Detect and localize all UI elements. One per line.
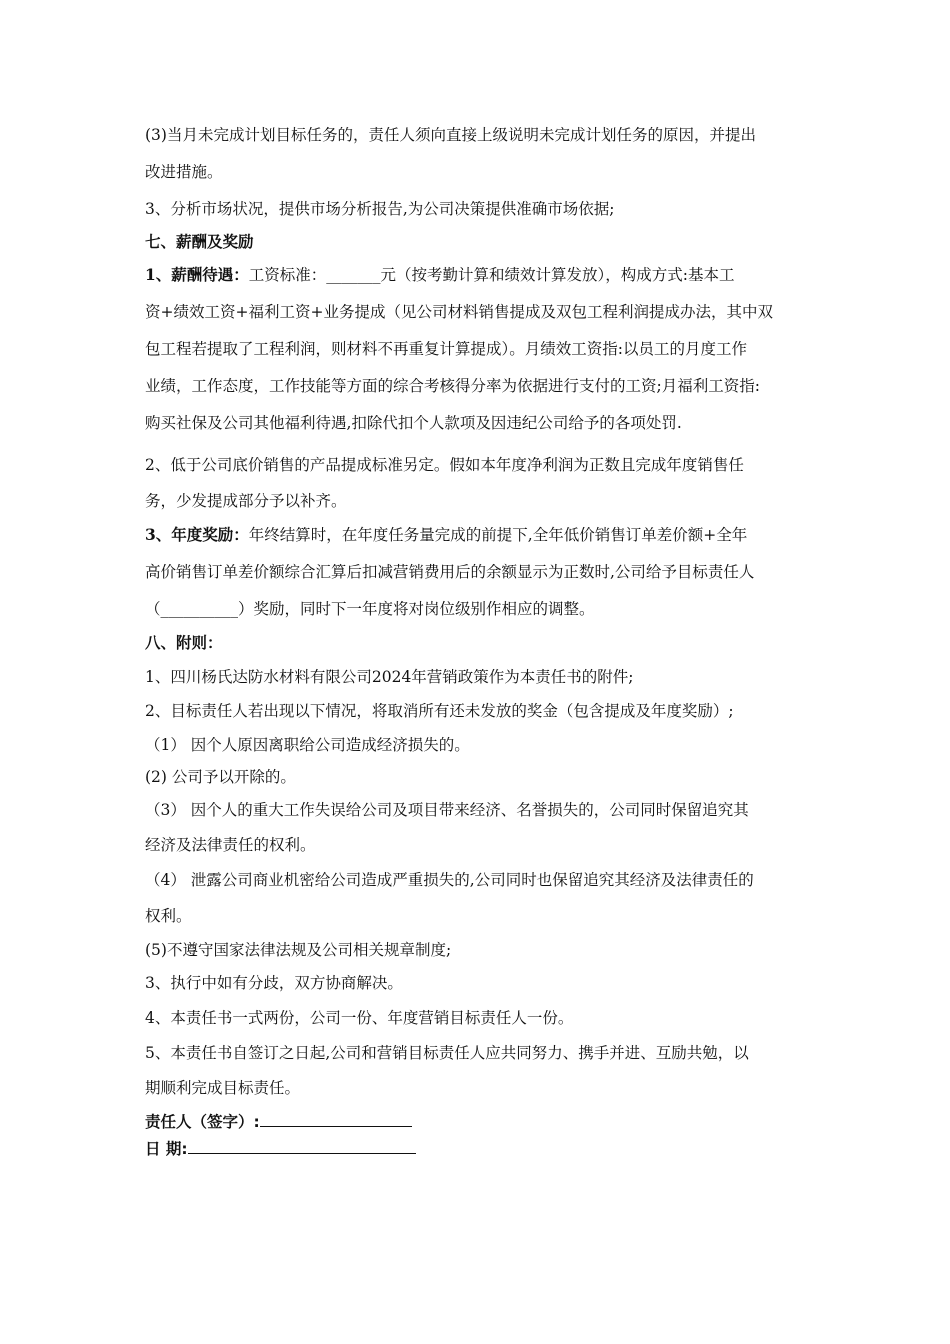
paragraph-line: （__________）奖励，同时下一年度将对岗位级别作相应的调整。 [145, 600, 595, 618]
paragraph-line: （4） 泄露公司商业机密给公司造成严重损失的,公司同时也保留追究其经济及法律责任的 [145, 871, 754, 889]
paragraph-line: 权利。 [145, 907, 192, 925]
paragraph-line: 3、年度奖励：年终结算时，在年度任务量完成的前提下,全年低价销售订单差价额+全年 [145, 525, 748, 544]
paragraph-line: (2) 公司予以开除的。 [145, 768, 296, 786]
date-label: 日 期: [145, 1140, 188, 1158]
section-heading: 七、薪酬及奖励 [145, 232, 254, 251]
paragraph-line: 资+绩效工资+福利工资+业务提成（见公司材料销售提成及双包工程利润提成办法，其中双 [145, 303, 773, 321]
paragraph-line: 1、薪酬待遇：工资标准：_______元（按考勤计算和绩效计算发放），构成方式:基本工 [145, 265, 735, 284]
signature-blank[interactable] [260, 1110, 412, 1127]
date-blank[interactable] [188, 1137, 416, 1154]
paragraph-line: 3、执行中如有分歧，双方协商解决。 [145, 974, 403, 992]
paragraph-line: 包工程若提取了工程利润，则材料不再重复计算提成）。月绩效工资指:以员工的月度工作 [145, 340, 747, 358]
paragraph-line: 经济及法律责任的权利。 [145, 836, 316, 854]
paragraph-line: 3、分析市场状况，提供市场分析报告,为公司决策提供准确市场依据; [145, 200, 615, 218]
paragraph-line: 高价销售订单差价额综合汇算后扣减营销费用后的余额显示为正数时,公司给予目标责任人 [145, 563, 755, 581]
paragraph-line: 5、本责任书自签订之日起,公司和营销目标责任人应共同努力、携手并进、互励共勉，以 [145, 1044, 749, 1062]
signature-date [145, 1137, 416, 1159]
paragraph-line: 务，少发提成部分予以补齐。 [145, 492, 347, 510]
signature-label: 责任人（签字）: [145, 1113, 260, 1131]
paragraph-line: （3） 因个人的重大工作失误给公司及项目带来经济、名誉损失的，公司同时保留追究其 [145, 801, 749, 819]
section-heading: 八、附则： [145, 633, 223, 652]
paragraph-line: 业绩，工作态度，工作技能等方面的综合考核得分率为依据进行支付的工资;月福利工资指: [145, 377, 760, 395]
paragraph-line: (3)当月未完成计划目标任务的，责任人须向直接上级说明未完成计划任务的原因，并提出 [145, 126, 756, 144]
paragraph-line: 4、本责任书一式两份，公司一份、年度营销目标责任人一份。 [145, 1009, 574, 1027]
paragraph-line: (5)不遵守国家法律法规及公司相关规章制度; [145, 941, 452, 959]
paragraph-line: 期顺利完成目标责任。 [145, 1079, 301, 1097]
paragraph-line: 2、目标责任人若出现以下情况，将取消所有还未发放的奖金（包含提成及年度奖励）; [145, 702, 734, 720]
paragraph-line: 改进措施。 [145, 163, 223, 181]
signature-responsible [145, 1110, 412, 1132]
paragraph-line: 购买社保及公司其他福利待遇,扣除代扣个人款项及因违纪公司给予的各项处罚. [145, 414, 682, 432]
paragraph-line: 1、四川杨氏达防水材料有限公司2024年营销政策作为本责任书的附件; [145, 668, 634, 686]
paragraph-line: （1） 因个人原因离职给公司造成经济损失的。 [145, 736, 470, 754]
paragraph-line: 2、低于公司底价销售的产品提成标准另定。假如本年度净利润为正数且完成年度销售任 [145, 456, 744, 474]
